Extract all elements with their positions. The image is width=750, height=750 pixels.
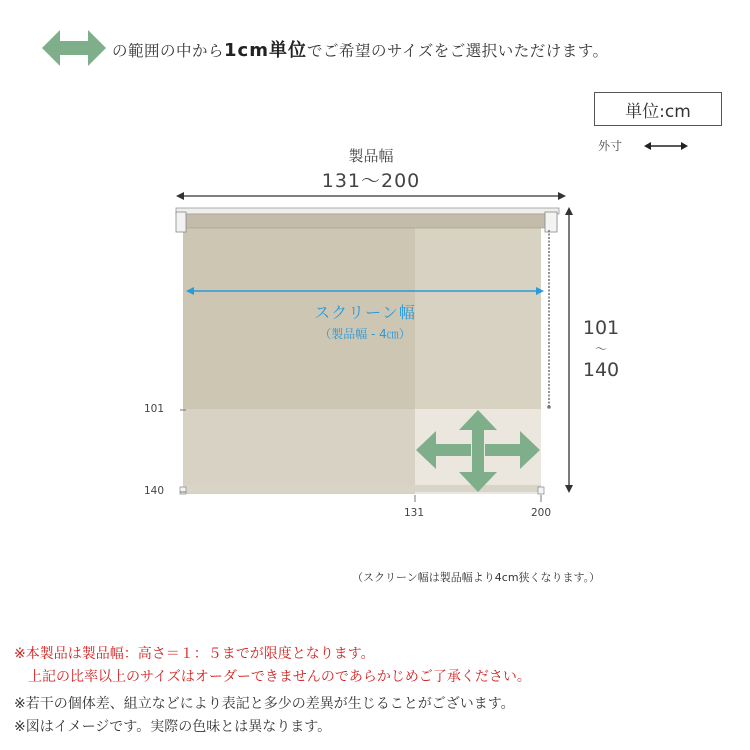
screen-width-note: （スクリーン幅は製品幅より4cm狭くなります。） — [352, 571, 601, 584]
ratio-limit-note: ※本製品は製品幅：高さ＝１：５までが限度となります。 — [14, 646, 375, 662]
product-width-range: 131〜200 — [321, 170, 421, 192]
height-sep: 〜 — [594, 342, 607, 356]
product-width-arrow — [176, 192, 566, 200]
height-arrow — [565, 207, 573, 493]
pull-chain — [547, 230, 551, 409]
height-range — [576, 316, 626, 382]
tolerance-note: ※若干の個体差、組立などにより表記と多少の差異が生じることがございます。 — [14, 696, 515, 712]
legend-label: 外寸 — [598, 139, 623, 153]
tick-label-x-right: 200 — [531, 507, 552, 519]
tick-label-x-left: 131 — [404, 507, 425, 519]
tick-label-y-top: 101 — [144, 403, 165, 415]
header-prefix: の範囲の中から — [112, 42, 225, 60]
screen-width-label: スクリーン幅 — [314, 303, 416, 322]
tick-label-y-bottom: 140 — [144, 485, 165, 497]
unit-box: 単位:cm — [594, 92, 722, 126]
header-highlight: 1cm単位 — [224, 40, 307, 61]
ratio-limit-note-2: 上記の比率以上のサイズはオーダーできませんのであらかじめご了承ください。 — [14, 669, 531, 685]
screen-width-sub: （製品幅 - 4㎝） — [319, 327, 411, 341]
image-note: ※図はイメージです。実際の色味とは異なります。 — [14, 719, 332, 735]
height-min: 101 — [582, 317, 620, 339]
height-max: 140 — [582, 359, 620, 381]
product-width-label: 製品幅 — [348, 147, 394, 165]
header-suffix: でご希望のサイズをご選択いただけます。 — [306, 42, 609, 60]
